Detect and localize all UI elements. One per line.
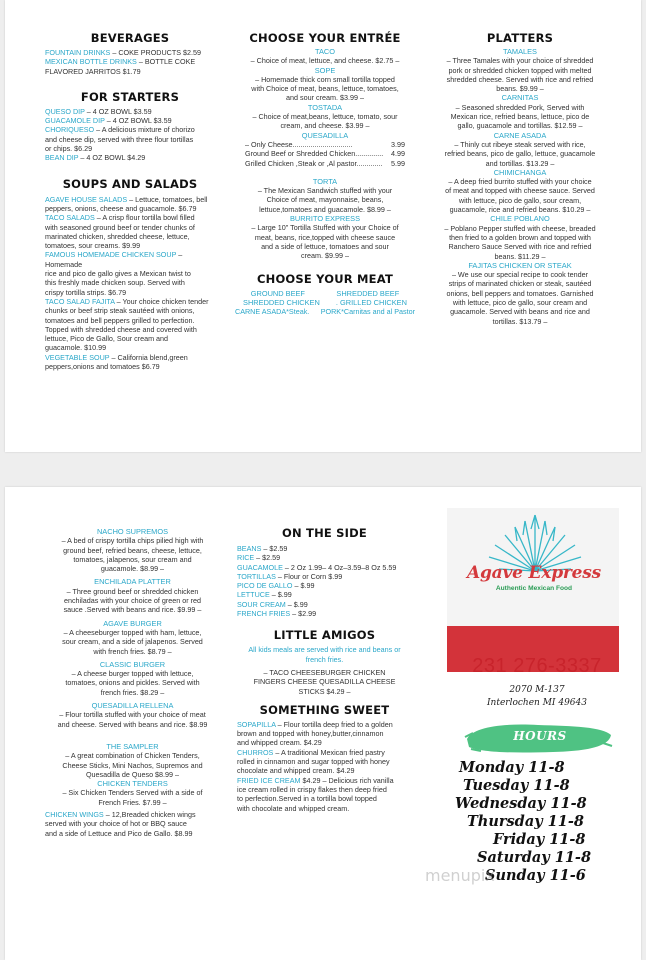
nacho-supremos-label: NACHO SUPREMOS — [96, 527, 169, 536]
lettuce-price: – $.99 — [269, 590, 292, 600]
vegetable-soup-text-2: peppers,onions and tomatoes $6.79 — [45, 362, 160, 372]
classic-burger-text-1: – A cheese burger topped with lettuce, — [71, 669, 194, 679]
queso-dip-label: QUESO DIP — [45, 106, 85, 116]
guacamole-label: GUACAMOLE — [237, 562, 283, 572]
chicken-wings-text-2: served with your choice of hot or BBQ sauce — [45, 819, 187, 829]
taco-salad-fajita-text-5: lettuce, Pico de Gallo, Sour cream and — [45, 334, 169, 344]
chimichanga-text-4: guacamole, rice and refried beans. $10.29 – — [449, 205, 591, 215]
tamales-text-1: – Three Tamales with your choice of shredded — [446, 56, 594, 66]
carnitas-text-2: Mexican rice, refried beans, lettuce, pico de — [450, 112, 590, 122]
hours-monday: Monday 11-8 — [459, 759, 565, 776]
guacamole-dip-text: – 4 OZ BOWL $3.59 — [104, 116, 172, 126]
menu-page-back — [5, 487, 641, 960]
burrito-text-3: and a side of lettuce, tomatoes and sour — [261, 241, 389, 251]
torta-text-2: Choice of meat, mayonnaise, beans, — [266, 195, 384, 205]
burrito-text-4: cream. $9.99 – — [301, 251, 349, 261]
quesadilla-price: 3.99 — [391, 139, 405, 149]
starters-heading: FOR STARTERS — [80, 89, 180, 104]
hours-saturday: Saturday 11-8 — [477, 849, 592, 866]
chicken-soup-text-4: crispy tortilla strips. $6.79 — [45, 287, 127, 297]
brand-column — [425, 487, 641, 960]
torta-label: TORTA — [312, 176, 338, 186]
chicken-soup-text-3: this freshly made chicken soup. Served with — [45, 278, 185, 288]
menupix-watermark: menupix — [425, 866, 495, 885]
choriqueso-text: – A delicious mixture of chorizo — [94, 125, 195, 135]
sopapilla-text-2: brown and topped with honey,butter,cinnamon — [237, 729, 384, 739]
chicken-tenders-text-1: – Six Chicken Tenders Served with a side of — [62, 788, 203, 798]
chimichanga-text-3: with lettuce, pico de gallo, sour cream, — [458, 195, 582, 205]
fajitas-label: FAJITAS CHICKEN OR STEAK — [468, 260, 572, 270]
burrito-label: BURRITO EXPRESS — [289, 214, 361, 224]
chile-poblano-text-2: then fried to a golden brown and topped with — [449, 232, 591, 242]
sour-cream-label: SOUR CREAM — [237, 599, 286, 609]
classic-burger-text-2: tomatoes, onions and pickles. Served with — [65, 678, 200, 688]
platters-list — [430, 47, 610, 326]
french-fries-label: FRENCH FRIES — [237, 609, 291, 619]
choriqueso-text-3: or chips. $6.29 — [45, 144, 93, 154]
amigos-heading: LITTLE AMIGOS — [273, 628, 376, 643]
fried-ice-cream-text-2: ice cream rolled in crispy flakes then deep fried — [237, 784, 387, 794]
chicken-tenders-text-2: French Fries. $7.99 – — [98, 797, 167, 807]
brand-tagline: Authentic Mexican Food — [495, 585, 573, 592]
address-line-1: 2070 M-137 — [509, 685, 565, 695]
churros-text-3: chocolate and whipped cream. $4.29 — [237, 766, 355, 776]
burrito-text-2: meat, beans, rice,topped with cheese sauce — [254, 232, 396, 242]
carne-asada-text-1: – Thinly cut ribeye steak served with rice, — [454, 139, 586, 149]
taco-label: TACO — [315, 47, 335, 56]
chicken-soup-text: – Homemade — [45, 250, 183, 269]
hours-sunday: Sunday 11-6 — [485, 867, 586, 884]
meat-heading: CHOOSE YOUR MEAT — [256, 271, 393, 286]
taco-salad-fajita-text-4: Topped with shredded cheese and covered with — [45, 324, 197, 334]
nacho-supremos-text-3: tomatoes, jalapenos, sour cream and — [73, 554, 192, 564]
taco-salads-text-2: with seasoned ground beef or tender chunks of — [45, 222, 195, 232]
carne-asada-text-2: refried beans, pico de gallo, lettuce, guacamole — [444, 149, 596, 159]
meat-option: PORK*Carnitas and al Pastor — [320, 307, 415, 317]
chimichanga-label: CHIMICHANGA — [493, 167, 547, 177]
side-list — [237, 544, 412, 618]
column-middle — [235, 0, 415, 316]
tamales-text-4: beans. $9.99 – — [496, 84, 544, 94]
enchilada-platter-text-3: sauce .Served with beans and rice. $9.99 – — [63, 605, 202, 615]
sampler-text-1: – A great combination of Chicken Tenders, — [65, 751, 200, 761]
carnitas-text-3: gallo, guacamole and tortillas. $12.59 – — [457, 121, 583, 131]
meat-option: GROUND BEEF — [250, 288, 305, 298]
chicken-wings-label: CHICKEN WINGS — [45, 810, 104, 820]
fried-ice-cream-text-3: to perfection.Served in a tortilla bowl topped — [237, 794, 377, 804]
quesadilla-price-table — [235, 140, 415, 168]
guacamole-dip-label: GUACAMOLE DIP — [45, 116, 105, 126]
sweet-list — [237, 720, 412, 813]
brand-name: Agave Express — [467, 563, 601, 583]
chicken-wings-text-3: and a side of Lettuce and Pico de Gallo. $8.99 — [45, 828, 193, 838]
choriqueso-label: CHORIQUESO — [45, 125, 95, 135]
meat-row — [235, 289, 415, 298]
quesadilla-row — [245, 159, 405, 168]
taco-salads-text: – A crisp flour tortilla bowl filled — [94, 213, 195, 223]
jarritos-text: FLAVORED JARRITOS $1.79 — [45, 66, 141, 76]
beans-label: BEANS — [237, 544, 262, 553]
chicken-soup-label: FAMOUS HOMEMADE CHICKEN SOUP — [45, 250, 177, 260]
amigos-note-2: french fries. — [305, 654, 344, 664]
sopapilla-text-3: and whipped cream. $4.29 — [237, 738, 322, 748]
amigos-line-3: STICKS $4.29 – — [298, 686, 351, 696]
pico-label: PICO DE GALLO — [237, 581, 293, 591]
choriqueso-text-2: and cheese dip, served with three flour tortillas — [45, 134, 194, 144]
agave-burger-label: AGAVE BURGER — [103, 618, 162, 628]
churros-label: CHURROS — [237, 747, 274, 757]
vegetable-soup-text: – California blend,green — [109, 352, 188, 362]
side-heading: ON THE SIDE — [282, 526, 367, 540]
soups-list — [45, 195, 215, 372]
sope-text-1: – Homemade thick corn small tortilla topped — [255, 74, 395, 84]
beverages-heading: BEVERAGES — [90, 31, 170, 45]
house-salad-text: – Lettuce, tomatoes, bell — [127, 194, 208, 204]
agave-burger-text-1: – A cheeseburger topped with ham, lettuce, — [63, 627, 202, 637]
carnitas-label: CARNITAS — [501, 93, 539, 103]
torta-text-3: lettuce,tomatoes and guacamole. $8.99 – — [259, 204, 391, 214]
quesadilla-rellena-label: QUESADILLA RELLENA — [91, 701, 174, 711]
fajitas-text-4: with lettuce, pico de gallo, sour cream and — [452, 298, 588, 308]
platters-heading: PLATTERS — [486, 31, 554, 45]
starters-list — [45, 107, 215, 163]
chimichanga-text-1: – A deep fried burrito stuffed with your choice — [448, 177, 592, 187]
classic-burger-text-3: french fries. $8.29 – — [100, 687, 165, 697]
chile-poblano-label: CHILE POBLANO — [490, 214, 550, 224]
nacho-supremos-text-1: – A bed of crispy tortilla chips pilied high with — [61, 536, 204, 546]
fried-ice-cream-text-4: with chocolate and whipped cream. — [237, 803, 350, 813]
house-salad-text-2: peppers, onions, cheese and guacamole. $6.79 — [45, 203, 197, 213]
bean-dip-label: BEAN DIP — [45, 153, 79, 163]
sampler-label: THE SAMPLER — [106, 741, 159, 751]
tamales-text-3: shredded cheese. Served with rice and refried — [446, 74, 594, 84]
amigos-line-2: FINGERS CHEESE QUESADILLA CHEESE — [253, 677, 396, 687]
sweet-heading: SOMETHING SWEET — [259, 702, 390, 717]
tortillas-price: – Flour or Corn $.99 — [275, 571, 343, 581]
fajitas-text-2: strips of marinated chicken or steak, sautéed — [448, 279, 592, 289]
taco-text: – Choice of meat, lettuce, and cheese. $2.75 – — [250, 56, 400, 66]
tostada-text-1: – Choice of meat,beans, lettuce, tomato, sour — [252, 112, 398, 122]
agave-burger-text-3: with french fries. $8.79 – — [93, 646, 172, 656]
hours-wednesday: Wednesday 11-8 — [455, 795, 587, 812]
fountain-drinks-text: – COKE PRODUCTS $2.59 — [110, 48, 202, 57]
specials-list — [45, 527, 220, 838]
column-right — [430, 0, 610, 326]
enchilada-platter-label: ENCHILADA PLATTER — [94, 577, 171, 587]
taco-salads-label: TACO SALADS — [45, 213, 95, 223]
quesadilla-label: QUESADILLA — [301, 130, 349, 140]
meat-option: SHREDDED CHICKEN — [243, 297, 320, 307]
churros-text-2: rolled in cinnamon and sugar topped with honey — [237, 757, 390, 767]
fried-ice-cream-text: $4.29 – Delicious rich vanilla — [300, 775, 394, 785]
enchilada-platter-text-1: – Three ground beef or shredded chicken — [66, 586, 199, 596]
pico-price: – $.99 — [292, 581, 315, 591]
fried-ice-cream-label: FRIED ICE CREAM — [237, 775, 301, 785]
sampler-text-3: Quesadilla de Queso $8.99 – — [85, 769, 180, 779]
nacho-supremos-text-4: guacamole. $8.99 – — [100, 564, 165, 574]
hours-title: HOURS — [513, 729, 567, 743]
taco-salad-fajita-text-2: chunks or beef strip steak sautéed with onions, — [45, 306, 195, 316]
quesadilla-row — [245, 149, 405, 158]
taco-salad-fajita-text: – Your choice chicken tender — [114, 296, 209, 306]
quesadilla-rellena-text-2: and cheese. Served with beans and rice. $8.99 — [57, 719, 208, 729]
sopapilla-text: – Flour tortilla deep fried to a golden — [275, 719, 393, 729]
classic-burger-label: CLASSIC BURGER — [99, 659, 166, 669]
lettuce-label: LETTUCE — [237, 590, 270, 600]
carnitas-text-1: – Seasoned shredded Pork, Served with — [455, 102, 585, 112]
sope-text-3: and sour cream. $3.99 – — [286, 93, 364, 103]
beverages-list — [45, 48, 215, 76]
tamales-label: TAMALES — [503, 47, 537, 56]
chile-poblano-text-4: beans. $11.29 – — [494, 251, 546, 261]
amigos-note-1: All kids meals are served with rice and beans or — [248, 645, 401, 655]
sope-label: SOPE — [314, 65, 336, 75]
chimichanga-text-2: of meat and topped with cheese sauce. Served — [445, 186, 595, 196]
carne-asada-label: CARNE ASADA — [493, 130, 547, 140]
tostada-text-2: cream, and cheese. $3.99 – — [280, 121, 370, 131]
taco-salad-fajita-text-6: guacamole. $10.99 — [45, 343, 107, 353]
taco-salad-fajita-label: TACO SALAD FAJITA — [45, 296, 115, 306]
sides-column — [237, 487, 412, 813]
torta-text-1: – The Mexican Sandwich stuffed with your — [257, 186, 393, 196]
bean-dip-text: – 4 OZ BOWL $4.29 — [78, 153, 146, 163]
queso-dip-text: – 4 OZ BOWL $3.59 — [84, 106, 152, 116]
house-salad-label: AGAVE HOUSE SALADS — [45, 194, 128, 204]
tamales-text-2: pork or shredded chicken topped with melted — [448, 65, 592, 75]
beans-price: – $2.59 — [261, 544, 288, 553]
rice-label: RICE — [237, 553, 255, 563]
vegetable-soup-label: VEGETABLE SOUP — [45, 352, 110, 362]
chile-poblano-text-1: – Poblano Pepper stuffed with cheese, breaded — [444, 223, 596, 233]
fajitas-text-5: guacamole. Served with beans and rice and — [450, 307, 590, 317]
taco-salads-text-4: tomatoes, sour creams. $9.99 — [45, 241, 141, 251]
hours-tuesday: Tuesday 11-8 — [463, 777, 570, 794]
amigos-line-1: – TACO CHEESEBURGER CHICKEN — [263, 667, 386, 677]
quesadilla-option: – Only Cheese.............................. — [245, 139, 353, 149]
french-fries-price: – $2.99 — [290, 609, 317, 619]
meat-option: . GRILLED CHICKEN — [335, 297, 407, 307]
tostada-label: TOSTADA — [307, 102, 343, 112]
meat-options — [235, 289, 415, 317]
enchilada-platter-text-2: enchiladas with your choice of green or red — [63, 596, 202, 606]
fajitas-text-3: onions, bell peppers and tomatoes. Garnished — [446, 288, 594, 298]
mexican-bottle-drinks-label: MEXICAN BOTTLE DRINKS — [45, 57, 137, 67]
churros-text: – A traditional Mexican fried pastry — [273, 747, 385, 757]
meat-row — [235, 298, 415, 307]
soups-heading: SOUPS AND SALADS — [62, 176, 198, 191]
fajitas-text-1: – We use our special recipe to cook tender — [451, 270, 589, 280]
menu-page-front — [5, 0, 641, 452]
nacho-supremos-text-2: ground beef, refried beans, cheese, lettuce, — [63, 545, 202, 555]
meat-option: SHREDDED BEEF — [336, 288, 400, 298]
quesadilla-option: Ground Beef or Shredded Chicken.............. — [245, 149, 384, 159]
chicken-tenders-label: CHICKEN TENDERS — [97, 779, 168, 789]
sope-text-2: with Choice of meat, beans, lettuce, tomatoes, — [251, 84, 399, 94]
column-left — [45, 0, 215, 371]
hours-thursday: Thursday 11-8 — [467, 813, 584, 830]
quesadilla-price: 4.99 — [391, 149, 405, 159]
meat-option: CARNE ASADA*Steak. — [235, 307, 310, 317]
specials-column — [45, 487, 220, 838]
sampler-text-2: Cheese Sticks, Mini Nachos, Supremos and — [62, 760, 203, 770]
quesadilla-price: 5.99 — [391, 158, 405, 168]
entree-heading: CHOOSE YOUR ENTRÉE — [249, 31, 401, 45]
chile-poblano-text-3: Ranchero Sauce Served with rice and refried — [448, 242, 592, 252]
rice-price: – $2.59 — [254, 553, 281, 563]
sopapilla-label: SOPAPILLA — [237, 719, 276, 729]
hours-friday: Friday 11-8 — [493, 831, 586, 848]
fajitas-text-6: tortillas. $13.79 – — [492, 316, 548, 326]
guacamole-price: – 2 Oz 1.99– 4 Oz–3.59–8 Oz 5.59 — [282, 562, 397, 572]
carne-asada-text-3: and tortillas. $13.29 – — [485, 158, 555, 168]
agave-burger-text-2: sour cream, and a side of jalapenos. Served — [62, 637, 203, 647]
quesadilla-row — [245, 140, 405, 149]
taco-salad-fajita-text-3: tomatoes and bell peppers grilled to perfection. — [45, 315, 195, 325]
burrito-text-1: – Large 10" Tortilla Stuffed with your Choice of — [251, 223, 399, 233]
chicken-wings-text-1: – 12,Breaded chicken wings — [103, 810, 196, 820]
mexican-bottle-drinks-text: – BOTTLE COKE — [136, 57, 196, 67]
tortillas-label: TORTILLAS — [237, 571, 276, 581]
phone-number[interactable]: 231 276-3337 — [472, 655, 602, 677]
sour-cream-price: – $.99 — [285, 599, 308, 609]
quesadilla-option: Grilled Chicken ,Steak or ,Al pastor............. — [245, 158, 383, 168]
meat-row — [235, 307, 415, 316]
taco-salads-text-3: marinated chicken, shredded cheese, lettuce, — [45, 231, 190, 241]
quesadilla-rellena-text-1: – Flour tortilla stuffed with your choice of meat — [59, 710, 206, 720]
address-line-2: Interlochen MI 49643 — [487, 698, 587, 708]
fountain-drinks-label: FOUNTAIN DRINKS — [45, 48, 111, 57]
chicken-soup-text-2: rice and pico de gallo gives a Mexican twist to — [45, 269, 191, 279]
